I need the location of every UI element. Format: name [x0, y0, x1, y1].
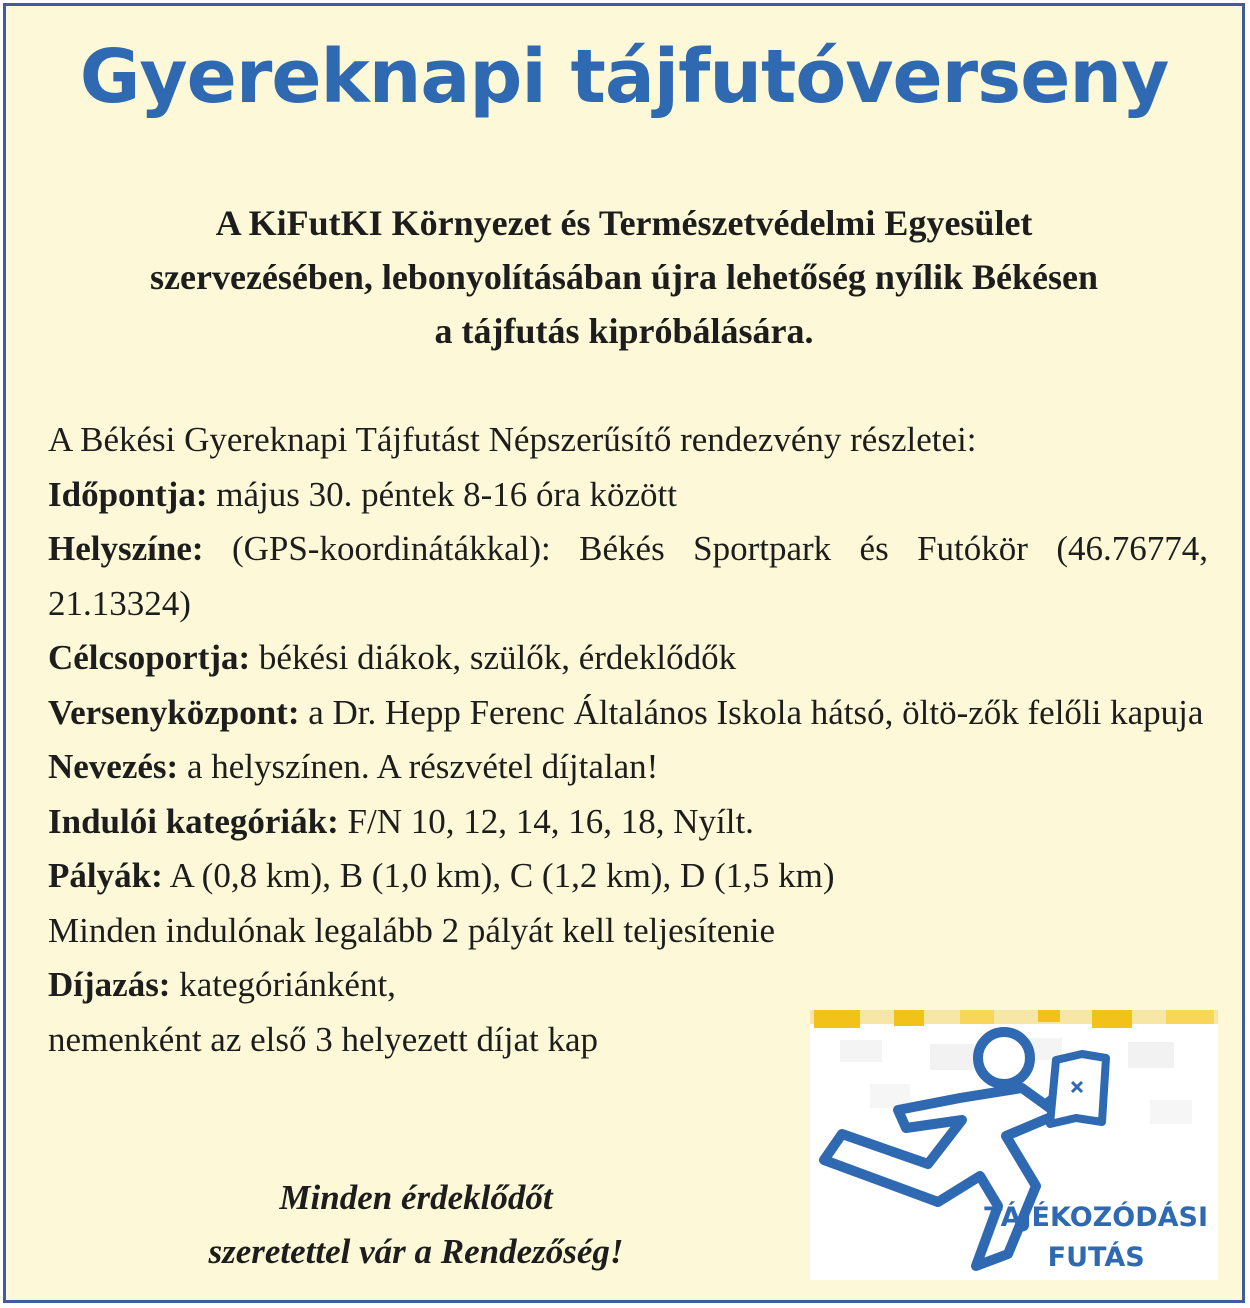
target-value: békési diákok, szülők, érdeklődők [258, 638, 737, 677]
courses-value: A (0,8 km), B (1,0 km), C (1,2 km), D (1,5 km) [169, 856, 835, 895]
poster-title: Gyereknapi tájfutóverseny [79, 34, 1169, 120]
map-icon [1050, 1054, 1106, 1124]
logo-text-line: TÁJÉKOZÓDÁSI [984, 1202, 1208, 1233]
closing-line: Minden érdeklődőt [279, 1178, 553, 1217]
categories-label: Indulói kategóriák: [48, 801, 339, 841]
prize-label: Díjazás: [48, 965, 171, 1004]
prize-row [48, 958, 1208, 1013]
entry-row [48, 740, 1208, 795]
logo-text-line: FUTÁS [1047, 1242, 1145, 1273]
intro-text [66, 196, 1182, 358]
time-row [48, 468, 1208, 523]
entry-label: Nevezés: [48, 747, 179, 786]
event-details [48, 413, 1208, 1067]
center-label: Versenyközpont: [48, 692, 300, 732]
place-value: (GPS-koordinátákkal): Békés Sportpark és Futókör (46.76774, 21.13324) [48, 529, 1208, 623]
logo-text [984, 1198, 1208, 1278]
time-label: Időpontja: [48, 474, 208, 514]
intro-line: A KiFutKI Környezet és Természetvédelmi Egyesület [215, 203, 1033, 243]
details-heading: A Békési Gyereknapi Tájfutást Népszerűsítő rendezvény részletei: [48, 420, 977, 459]
courses-note: Minden indulónak legalább 2 pályát kell teljesítenie [48, 910, 776, 950]
time-value: május 30. péntek 8-16 óra között [216, 474, 677, 514]
place-row [48, 522, 1208, 631]
prize-row-continued: nemenként az első 3 helyezett díjat kap [48, 1019, 599, 1059]
prize-value: kategóriánként, [179, 965, 396, 1004]
courses-row [48, 849, 1208, 904]
intro-line: a tájfutás kipróbálására. [434, 311, 814, 351]
tile-pattern [810, 1010, 1218, 1124]
target-label: Célcsoportja: [48, 638, 251, 677]
categories-row [48, 795, 1208, 850]
entry-value: a helyszínen. A részvétel díjtalan! [186, 747, 659, 786]
place-label: Helyszíne: [48, 529, 204, 568]
orienteering-logo [810, 1010, 1218, 1280]
center-value: a Dr. Hepp Ferenc Általános Iskola hátsó, öltö-zők felőli kapuja [308, 692, 1204, 732]
intro-line: szervezésében, lebonyolításában újra lehetőség nyílik Békésen [150, 257, 1098, 297]
event-poster [3, 3, 1245, 1303]
center-row [48, 686, 1208, 741]
courses-label: Pályák: [48, 856, 163, 895]
closing-message [126, 1171, 706, 1279]
target-row [48, 631, 1208, 686]
closing-line: szeretettel vár a Rendezőség! [208, 1232, 624, 1271]
categories-value: F/N 10, 12, 14, 16, 18, Nyílt. [347, 801, 754, 841]
